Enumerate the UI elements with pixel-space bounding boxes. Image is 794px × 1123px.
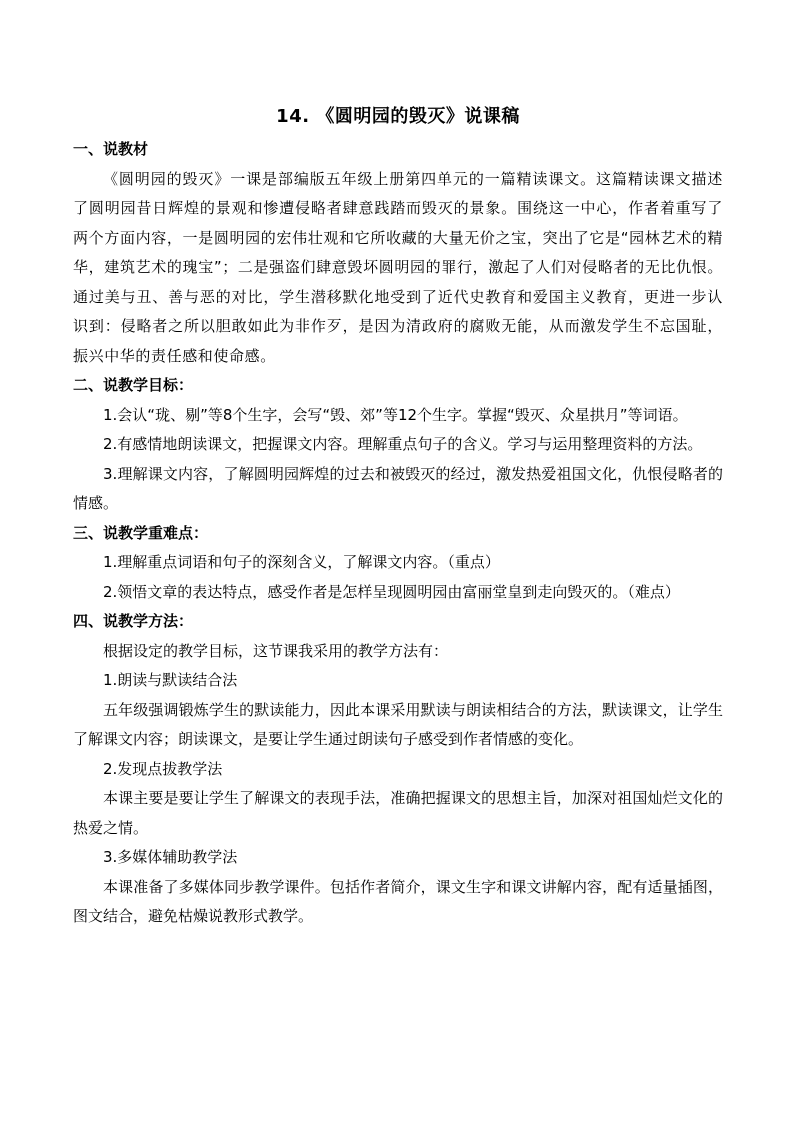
document-body: [73, 103, 723, 932]
goal-item: 1.会认“珑、剔”等8个生字，会写“毁、郊”等12个生字。掌握“毁灭、众星拱月”等词语。: [103, 405, 688, 424]
difficulty-item: 2.领悟文章的表达特点，感受作者是怎样呈现圆明园由富丽堂皇到走向毁灭的。（难点）: [103, 582, 680, 601]
paragraph: 《圆明园的毁灭》一课是部编版五年级上册第四单元的一篇精读课文。这篇精读课文描述了圆明园昔日辉煌的景观和惨遭侵略者肆意践踏而毁灭的景象。围绕这一中心，作者着重写了两个方面内容，一是圆明园的宏伟壮观和它所收藏的大量无价之宝，突出了它是“园林艺术的精华，建筑艺术的瑰宝”；二是强盗们肆意毁坏圆明园的罪行，激起了人们对侵略者的无比仇恨。通过美与丑、善与恶的对比，学生潜移默化地受到了近代史教育和爱国主义教育，更进一步认识到：侵略者之所以胆敢如此为非作歹，是因为清政府的腐败无能，从而激发学生不忘国耻，振兴中华的责任感和使命感。: [73, 169, 723, 365]
section-key-difficulties: [73, 519, 723, 608]
method-title: 3.多媒体辅助教学法: [103, 848, 238, 866]
section-heading: 三、说教学重难点：: [73, 523, 209, 542]
goal-item: 3.理解课文内容，了解圆明园辉煌的过去和被毁灭的经过，激发热爱祖国文化，仇恨侵略者的情感。: [73, 464, 723, 512]
section-heading: 一、说教材: [73, 140, 149, 158]
section-heading: 四、说教学方法：: [73, 612, 194, 630]
section-teaching-material: [73, 135, 723, 371]
method-description: 五年级强调锻炼学生的默读能力，因此本课采用默读与朗读相结合的方法，默读课文，让学生了解课文内容；朗读课文，是要让学生通过朗读句子感受到作者情感的变化。: [73, 700, 723, 748]
method-description: 本课准备了多媒体同步教学课件。包括作者简介，课文生字和课文讲解内容，配有适量插图，图文结合，避免枯燥说教形式教学。: [73, 877, 723, 925]
key-point-item: 1.理解重点词语和句子的深刻含义，了解课文内容。（重点）: [103, 553, 500, 571]
section-teaching-methods: [73, 607, 723, 932]
method-title: 1.朗读与默读结合法: [103, 671, 238, 689]
section-teaching-goals: [73, 371, 723, 519]
goal-item: 2.有感情地朗读课文，把握课文内容。理解重点句子的含义。学习与运用整理资料的方法。: [103, 435, 703, 453]
document-title: 14. 《圆明园的毁灭》说课稿: [276, 106, 520, 127]
method-title: 2.发现点拔教学法: [103, 759, 223, 778]
paragraph: 根据设定的教学目标，这节课我采用的教学方法有：: [103, 641, 449, 660]
section-heading: 二、说教学目标：: [73, 376, 194, 394]
method-description: 本课主要是要让学生了解课文的表现手法，准确把握课文的思想主旨，加深对祖国灿烂文化的热爱之情。: [73, 789, 723, 837]
